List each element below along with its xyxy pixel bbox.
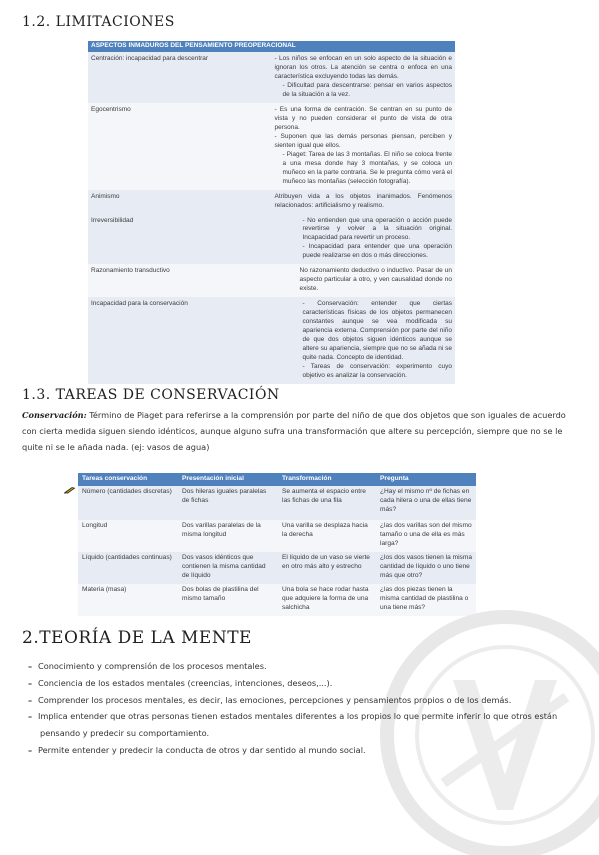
list-item: – Implica entender que otras personas tienen estados mentales diferentes a los propios lo que permite inferir lo que otros están pensando y predecir su comportamiento.	[28, 711, 558, 739]
definition-term: Conservación:	[22, 410, 87, 420]
limitations-table	[88, 41, 455, 384]
description-cell: - Es una forma de centración. Se centran en su punto de vista y no pueden considerar el punto de vista de otra persona. - Suponen que las demás personas piensan, perciben y sienten igual que ellos. - Piaget: Tarea de las 3 montañas. El niño se coloca frente a una mesa donde hay 3 montañas, y se coloca un muñeco en la parte contraria. Se le pregunta cómo verá el muñeco las montañas (selección fotografía).	[272, 103, 456, 190]
table-cell: Líquido (cantidades continuas)	[78, 552, 178, 584]
table-cell: Dos hileras iguales paralelas de fichas	[178, 486, 278, 520]
section-heading-tareas: 1.3. TAREAS DE CONSERVACIÓN	[22, 387, 280, 403]
table-row	[88, 297, 455, 384]
concept-cell: Centración: incapacidad para descentrar	[88, 52, 272, 103]
concept-cell: Incapacidad para la conservación	[88, 297, 272, 384]
concept-cell: Razonamiento transductivo	[88, 264, 272, 297]
column-header: Pregunta	[376, 473, 476, 486]
description-cell: Atribuyen vida a los objetos inanimados. Fenómenos relacionados: artificialismo y realismo.	[272, 190, 456, 214]
concept-cell: Egocentrismo	[88, 103, 272, 190]
conservation-definition	[22, 408, 582, 456]
section-heading-limitaciones: 1.2. LIMITACIONES	[22, 14, 175, 30]
list-item: – Conciencia de los estados mentales (creencias, intenciones, deseos,...).	[28, 677, 333, 688]
table-row	[88, 190, 455, 214]
table-cell: Materia (masa)	[78, 584, 178, 616]
table-row	[88, 214, 455, 265]
theory-bullet-list	[28, 658, 568, 759]
table-row	[88, 264, 455, 297]
table-cell: ¿las dos piezas tienen la misma cantidad de plastilina o una tiene más?	[376, 584, 476, 616]
table-row	[78, 520, 476, 552]
description-cell: - Los niños se enfocan en un solo aspecto de la situación e ignoran los otros. La atención se centra o enfoca en una característica excluyendo todas las demás. - Dificultad para descentrarse: pensar en varios aspectos de la situación a la vez.	[272, 52, 456, 103]
pencil-icon	[64, 486, 76, 494]
definition-text: Término de Piaget para referirse a la comprensión por parte del niño de que dos objetos que son iguales de acuerdo con cierta medida siguen siendo idénticos, aunque alguno sufra una transformación que altere su percepción, siempre que no se le quite ni se le añada nada. (ej: vasos de agua)	[22, 410, 566, 452]
table-cell: Longitud	[78, 520, 178, 552]
table-cell: El líquido de un vaso se vierte en otro más alto y estrecho	[278, 552, 376, 584]
table-cell: Dos vasos idénticos que contienen la misma cantidad de líquido	[178, 552, 278, 584]
table-cell: Dos bolas de plastilina del mismo tamaño	[178, 584, 278, 616]
table-cell: Número (cantidades discretas)	[78, 486, 178, 520]
concept-cell: Animismo	[88, 190, 272, 214]
table-header-row	[78, 473, 476, 486]
table-cell: ¿las dos varillas son del mismo tamaño o una de ella es más larga?	[376, 520, 476, 552]
description-cell: - No entienden que una operación o acción puede revertirse y volver a la situación original. Incapacidad para revertir un proceso. - Incapacidad para entender que una operación puede realizarse en dos o más direcciones.	[272, 214, 456, 265]
list-item: – Comprender los procesos mentales, es decir, las emociones, percepciones y pensamientos propios o de los demás.	[28, 694, 512, 705]
section-heading-teoria: 2.TEORÍA DE LA MENTE	[22, 628, 252, 648]
list-item: – Conocimiento y comprensión de los procesos mentales.	[28, 661, 267, 671]
description-cell: No razonamiento deductivo o inductivo. Pasar de un aspecto particular a otro, y ven causalidad donde no existe.	[272, 264, 456, 297]
table-cell: Una varilla se desplaza hacia la derecha	[278, 520, 376, 552]
table-cell: Una bola se hace rodar hasta que adquiere la forma de una salchicha	[278, 584, 376, 616]
table-row	[88, 52, 455, 103]
table-row	[88, 103, 455, 190]
column-header: Transformación	[278, 473, 376, 486]
limitations-table-header: ASPECTOS INMADUROS DEL PENSAMIENTO PREOPERACIONAL	[88, 41, 455, 52]
concept-cell: Irreversibilidad	[88, 214, 272, 265]
column-header: Tareas conservación	[78, 473, 178, 486]
table-row	[78, 486, 476, 520]
table-cell: ¿los dos vasos tienen la misma cantidad de líquido o uno tiene más que otro?	[376, 552, 476, 584]
table-cell: Se aumenta el espacio entre las fichas de una fila	[278, 486, 376, 520]
table-cell: Dos varillas paralelas de la misma longitud	[178, 520, 278, 552]
table-cell: ¿Hay el mismo nº de fichas en cada hilera o una de ellas tiene más?	[376, 486, 476, 520]
column-header: Presentación inicial	[178, 473, 278, 486]
table-row	[78, 552, 476, 584]
description-cell: - Conservación: entender que ciertas características físicas de los objetos permanecen constantes aunque se vea modificada su apariencia externa. Comprensión por parte del niño de que dos objetos siguen idénticos aunque se altere su apariencia, siempre que no se añada ni se quite nada. Concepto de identidad. - Tareas de conservación: experimento cuyo objetivo es analizar la conservación.	[272, 297, 456, 384]
list-item: – Permite entender y predecir la conducta de otros y dar sentido al mundo social.	[28, 745, 366, 756]
